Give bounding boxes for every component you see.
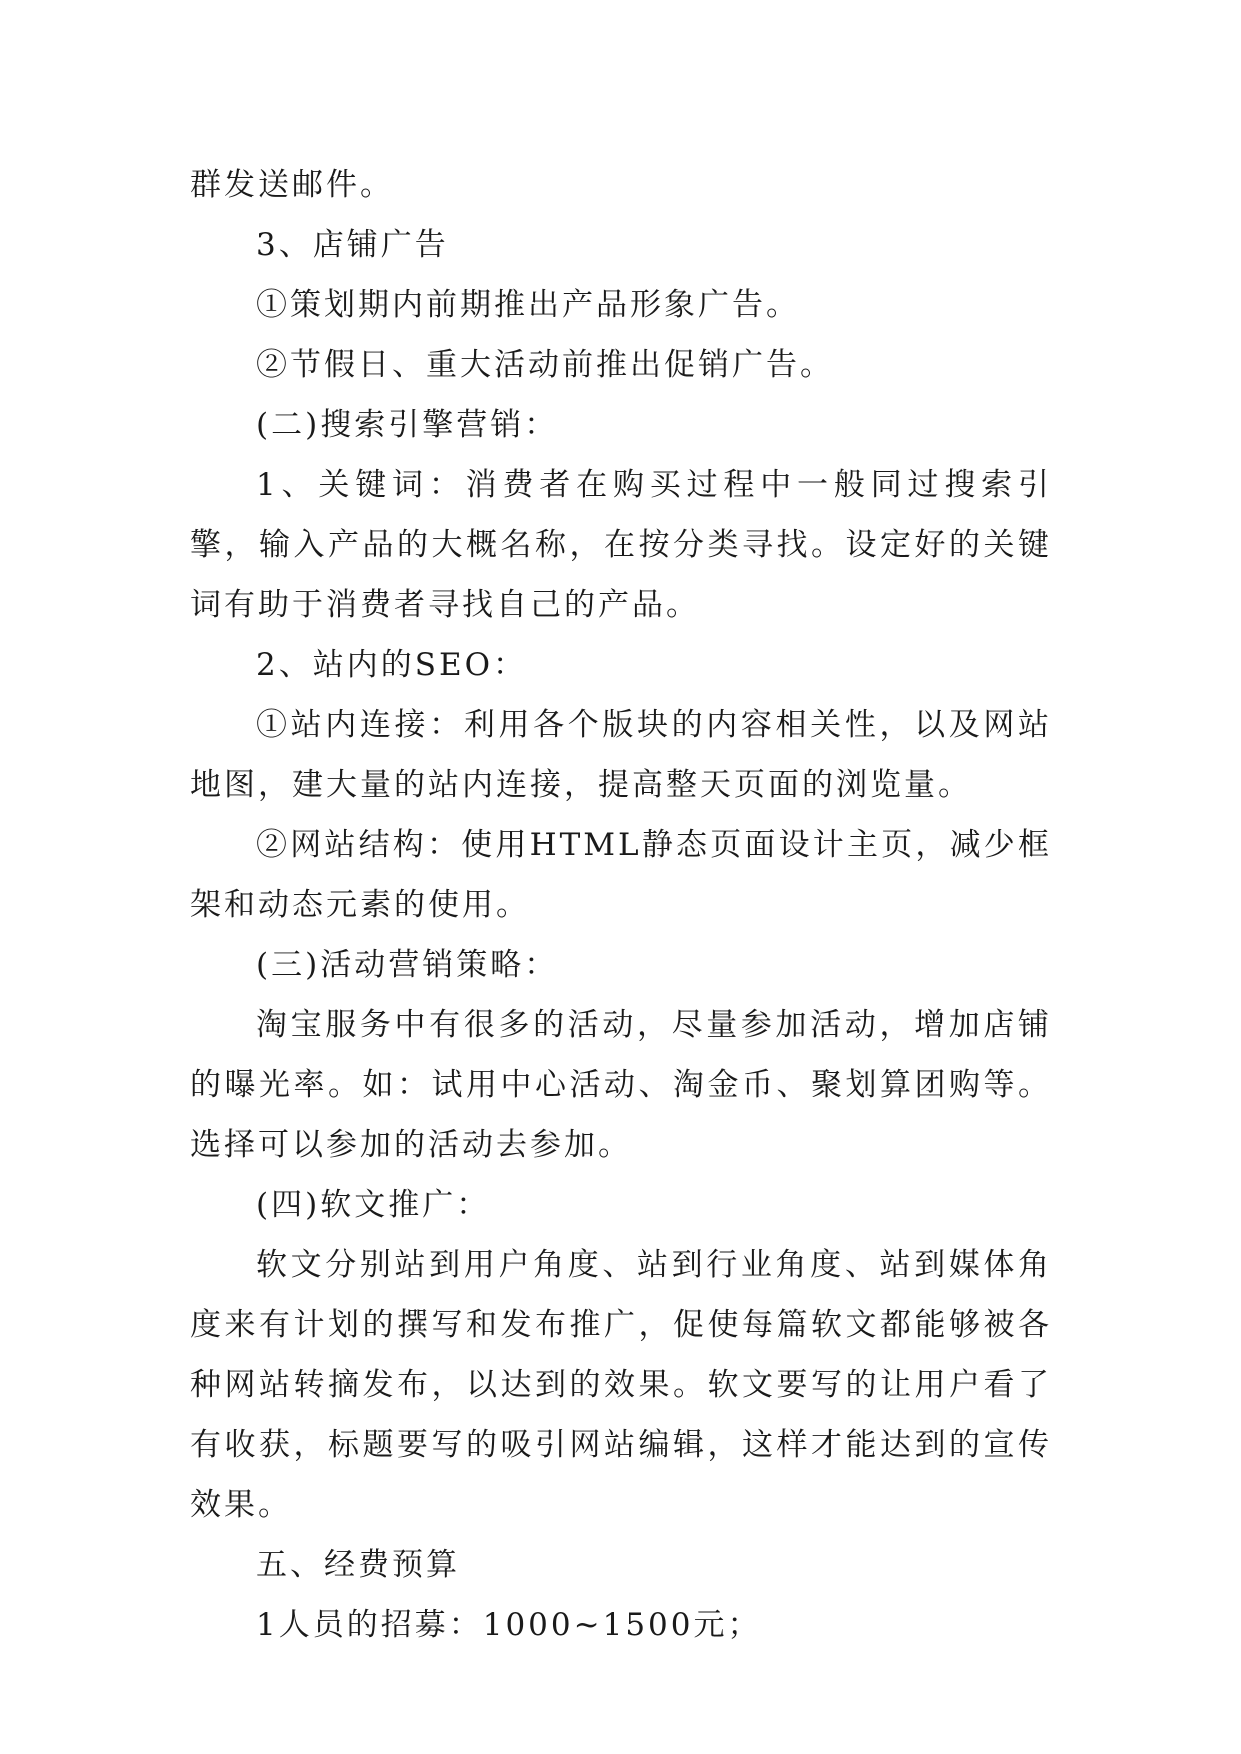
section-heading-event-marketing: (三)活动营销策略： — [256, 947, 559, 983]
section-heading-seo: 2、站内的SEO： — [256, 647, 528, 683]
paragraph-1: 群发送邮件。 — [190, 167, 394, 203]
paragraph-events: 淘宝服务中有很多的活动，尽量参加活动，增加店铺的曝光率。如：试用中心活动、淘金币、聚划算团购等。选择可以参加的活动去参加。 — [190, 1007, 1052, 1163]
section-heading-soft-articles: (四)软文推广： — [256, 1187, 491, 1223]
paragraph-soft-articles: 软文分别站到用户角度、站到行业角度、站到媒体角度来有计划的撰写和发布推广，促使每篇软文都能够被各种网站转摘发布，以达到的效果。软文要写的让用户看了有收获，标题要写的吸引网站编辑，这样才能达到的宣传效果。 — [190, 1247, 1052, 1523]
paragraph-internal-links: ①站内连接：利用各个版块的内容相关性，以及网站地图，建大量的站内连接，提高整天页面的浏览量。 — [190, 707, 1052, 803]
paragraph-keywords: 1、关键词：消费者在购买过程中一般同过搜索引擎，输入产品的大概名称，在按分类寻找。设定好的关键词有助于消费者寻找自己的产品。 — [190, 467, 1052, 623]
section-heading-shop-ads: 3、店铺广告 — [256, 227, 449, 263]
document-page — [190, 155, 1052, 1655]
section-heading-search-marketing: (二)搜索引擎营销： — [256, 407, 559, 443]
paragraph-4: ②节假日、重大活动前推出促销广告。 — [256, 347, 834, 383]
paragraph-3: ①策划期内前期推出产品形象广告。 — [256, 287, 800, 323]
paragraph-recruitment-cost: 1人员的招募：1000~1500元； — [256, 1607, 762, 1643]
paragraph-site-structure: ②网站结构：使用HTML静态页面设计主页，减少框架和动态元素的使用。 — [190, 827, 1052, 923]
section-heading-budget: 五、经费预算 — [256, 1547, 460, 1583]
